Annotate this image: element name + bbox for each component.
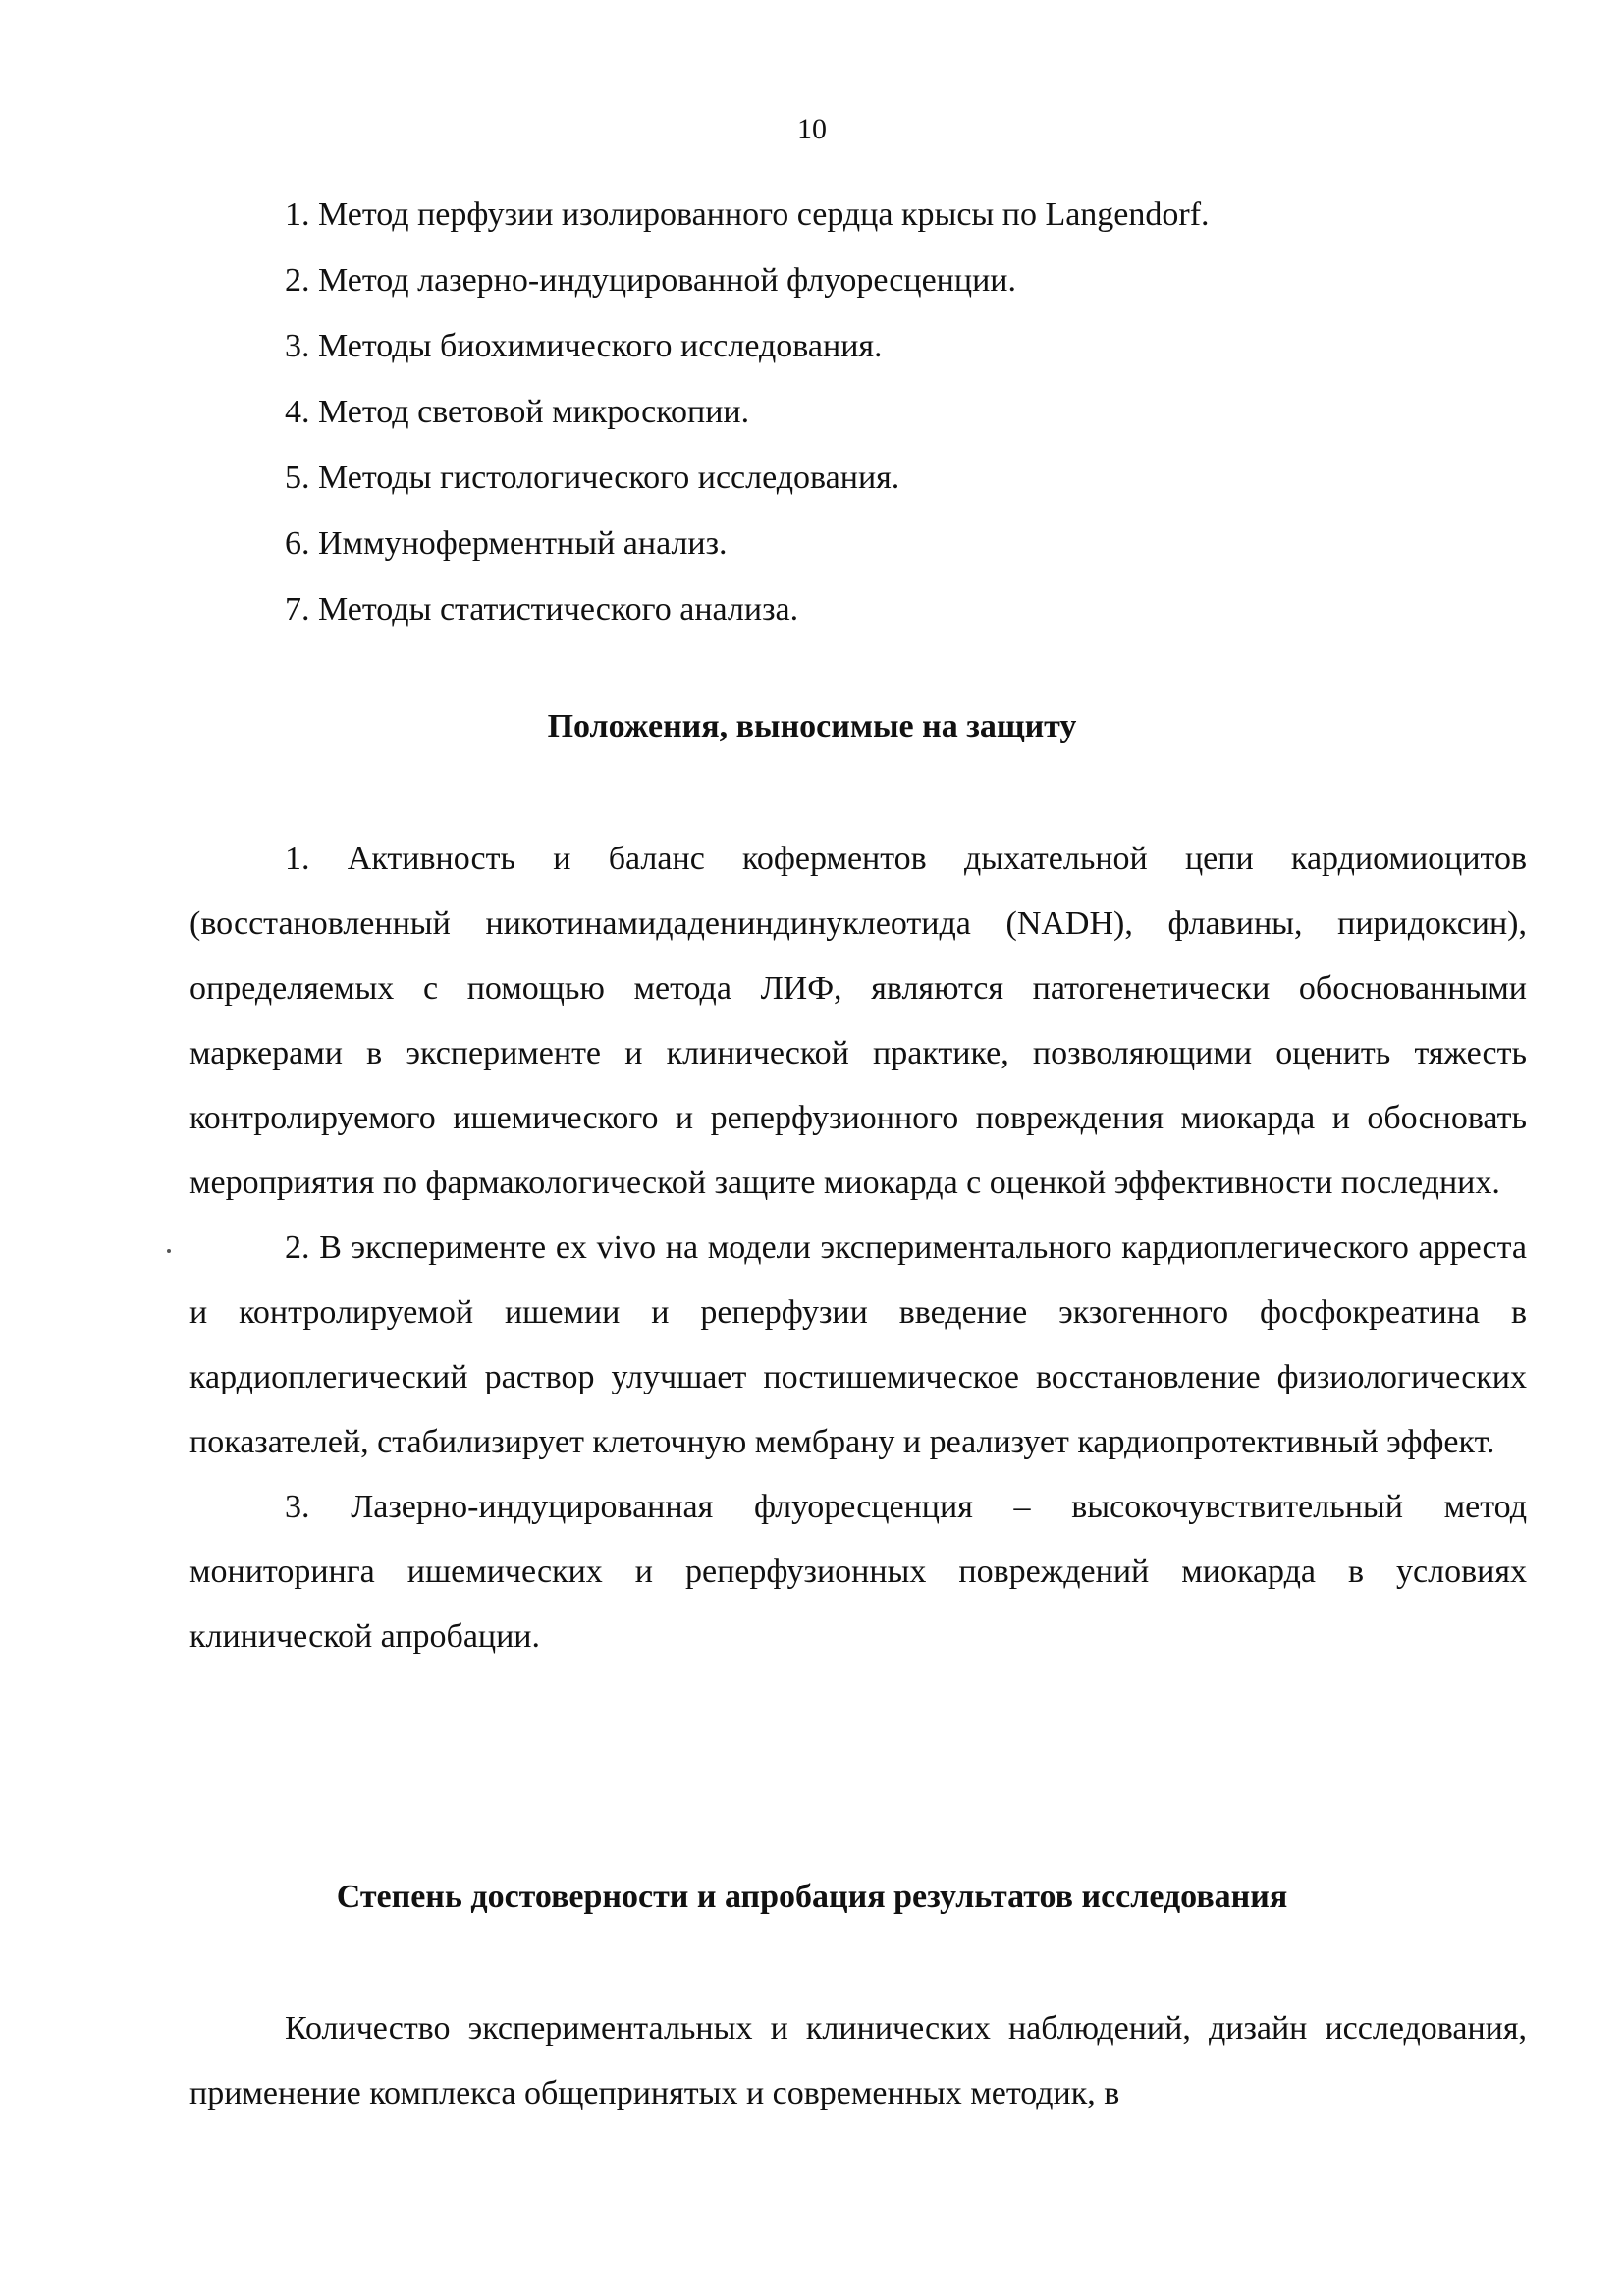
defense-paragraph-1: 1. Активность и баланс коферментов дыхательной цепи кардиомиоцитов (восстановленный никотинамидадениндинуклеотида (NADH), флавины, пиридоксин), определяемых с помощью метода ЛИФ, являются патогенетически обоснованными маркерами в эксперименте и клинической практике, позволяющими оценить тяжесть контролируемого ишемического и реперфузионного повреждения миокарда и обосновать мероприятия по фармакологической защите миокарда с оценкой эффективности последних. — [189, 841, 1527, 1201]
methods-list-item: 1. Метод перфузии изолированного сердца крысы по Langendorf. — [285, 196, 1210, 233]
methods-list-item: 2. Метод лазерно-индуцированной флуоресценции. — [285, 262, 1016, 299]
reliability-paragraphs — [189, 1996, 1527, 2126]
section-heading-defense: Положения, выносимые на защиту — [547, 708, 1077, 744]
page-number: 10 — [797, 113, 827, 145]
defense-paragraph-3: 3. Лазерно-индуцированная флуоресценция – высокочувствительный метод мониторинга ишемических и реперфузионных повреждений миокарда в условиях клинической апробации. — [189, 1489, 1527, 1655]
methods-list-item: 6. Иммуноферментный анализ. — [285, 525, 728, 562]
methods-list-item: 7. Методы статистического анализа. — [285, 591, 799, 628]
scan-dot-mark — [167, 1249, 171, 1253]
section-heading-reliability: Степень достоверности и апробация результатов исследования — [336, 1879, 1288, 1915]
methods-list — [285, 182, 1210, 642]
reliability-paragraph-1: Количество экспериментальных и клинических наблюдений, дизайн исследования, применение комплекса общепринятых и современных методик, в — [189, 2010, 1527, 2111]
defense-paragraph-2: 2. В эксперименте ex vivo на модели экспериментального кардиоплегического арреста и контролируемой ишемии и реперфузии введение экзогенного фосфокреатина в кардиоплегический раствор улучшает постишемическое восстановление физиологических показателей, стабилизирует клеточную мембрану и реализует кардиопротективный эффект. — [189, 1230, 1527, 1460]
methods-list-item: 5. Методы гистологического исследования. — [285, 460, 900, 496]
defense-paragraphs — [189, 827, 1527, 1669]
methods-list-item: 3. Методы биохимического исследования. — [285, 328, 883, 364]
methods-list-item: 4. Метод световой микроскопии. — [285, 394, 750, 430]
